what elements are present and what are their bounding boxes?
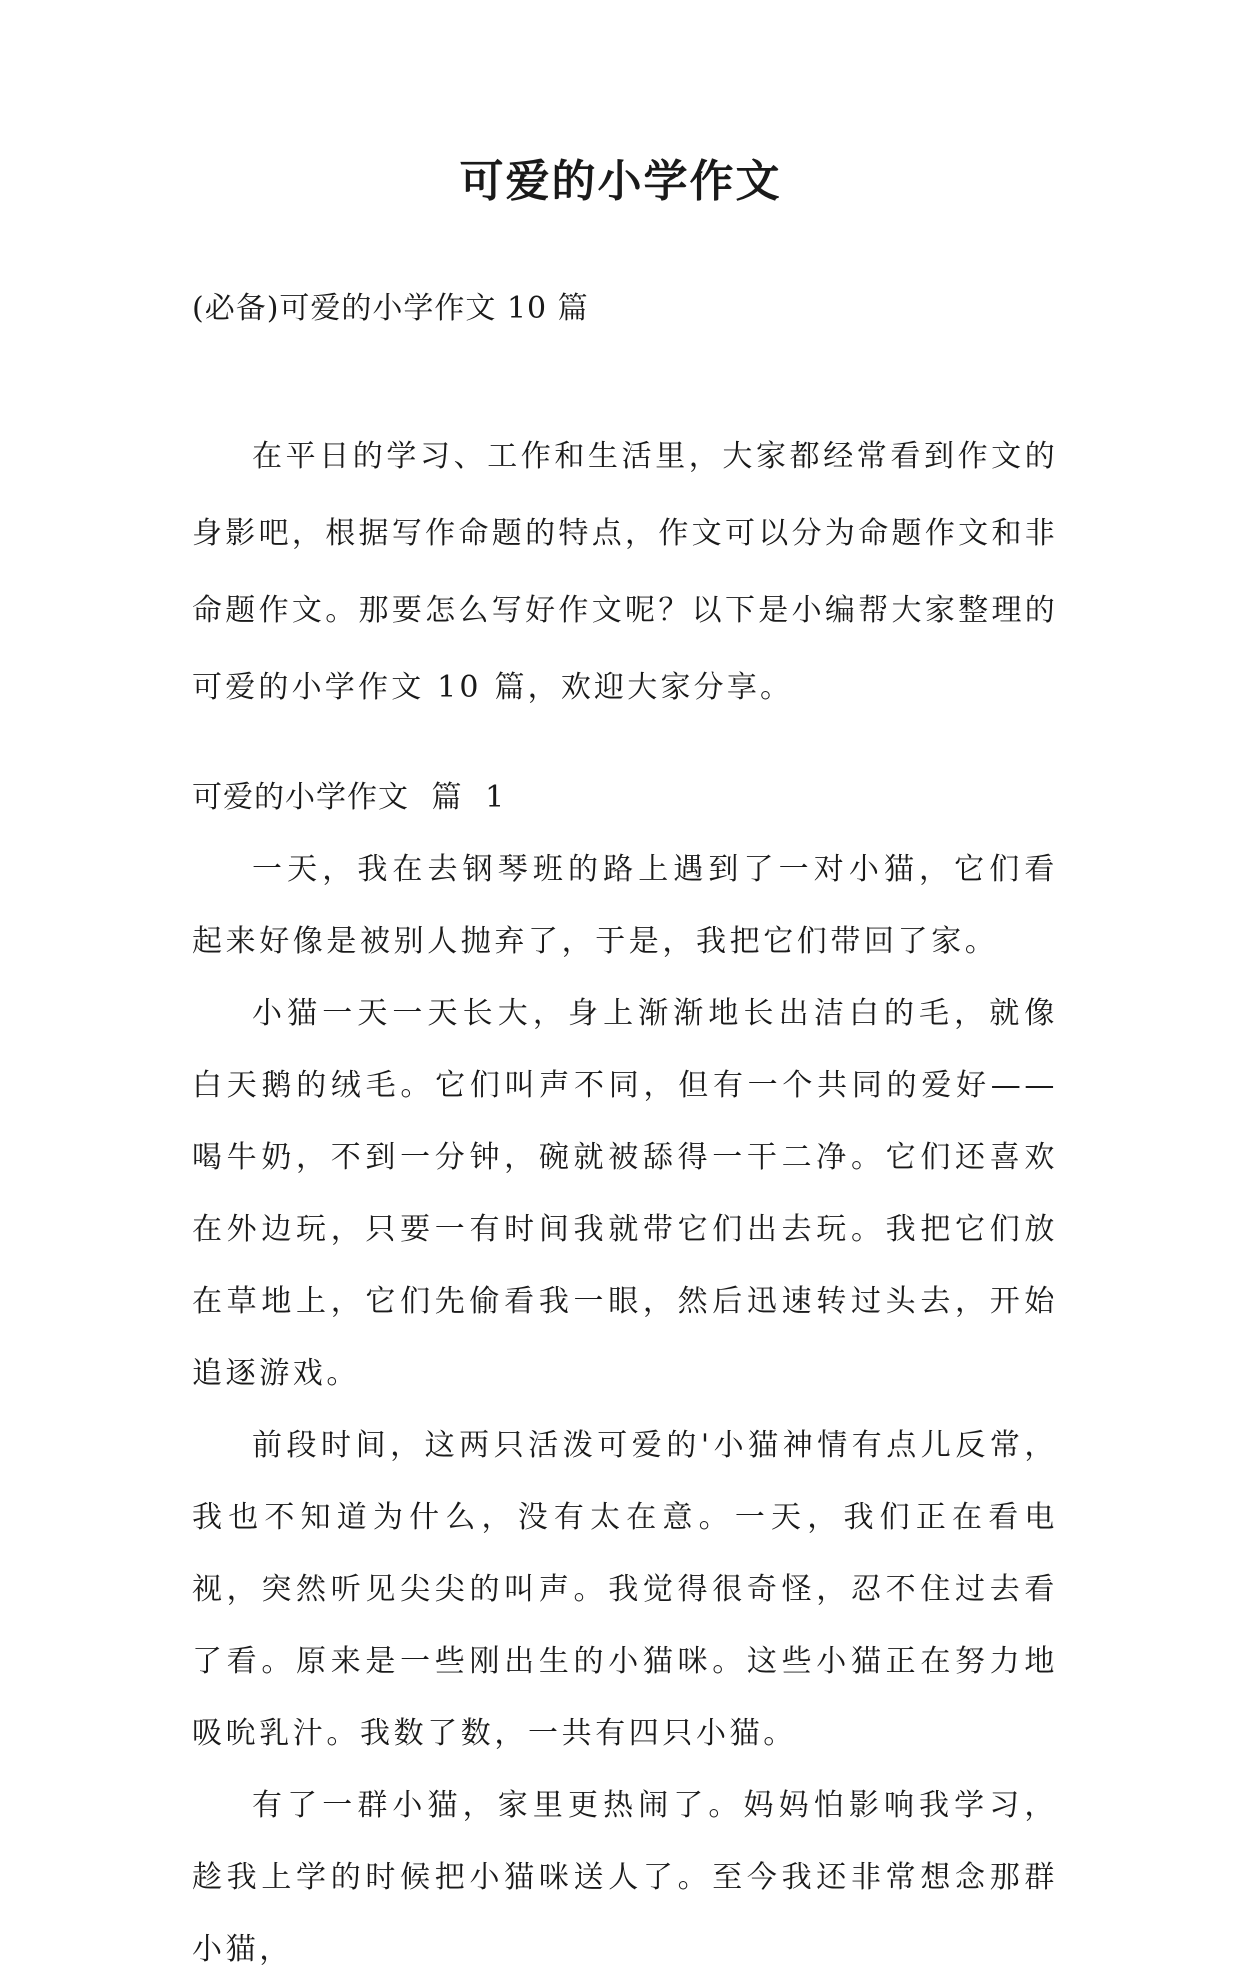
document-subtitle: (必备)可爱的小学作文 10 篇 bbox=[192, 291, 589, 326]
body-paragraph-1: 一天，我在去钢琴班的路上遇到了一对小猫，它们看起来好像是被别人抛弃了，于是，我把它们带回了家。 bbox=[192, 852, 1058, 959]
document-title: 可爱的小学作文 bbox=[459, 156, 782, 207]
body-paragraph-2: 小猫一天一天长大，身上渐渐地长出洁白的毛，就像白天鹅的绒毛。它们叫声不同，但有一个共同的爱好——喝牛奶，不到一分钟，碗就被舔得一干二净。它们还喜欢在外边玩，只要一有时间我就带它们出去玩。我把它们放在草地上，它们先偷看我一眼，然后迅速转过头去，开始追逐游戏。 bbox=[192, 996, 1058, 1391]
body-paragraph-3: 前段时间，这两只活泼可爱的'小猫神情有点儿反常，我也不知道为什么，没有太在意。一天，我们正在看电视，突然听见尖尖的叫声。我觉得很奇怪，忍不住过去看了看。原来是一些刚出生的小猫咪。这些小猫正在努力地吸吮乳汁。我数了数，一共有四只小猫。 bbox=[192, 1428, 1058, 1751]
section-heading: 可爱的小学作文 篇 1 bbox=[192, 780, 506, 815]
intro-paragraph: 在平日的学习、工作和生活里，大家都经常看到作文的身影吧，根据写作命题的特点，作文可以分为命题作文和非命题作文。那要怎么写好作文呢？以下是小编帮大家整理的可爱的小学作文 10 篇，欢迎大家分享。 bbox=[192, 439, 1058, 705]
body-paragraph-4: 有了一群小猫，家里更热闹了。妈妈怕影响我学习，趁我上学的时候把小猫咪送人了。至今我还非常想念那群小猫， bbox=[192, 1788, 1058, 1967]
document-body bbox=[192, 285, 1058, 1986]
